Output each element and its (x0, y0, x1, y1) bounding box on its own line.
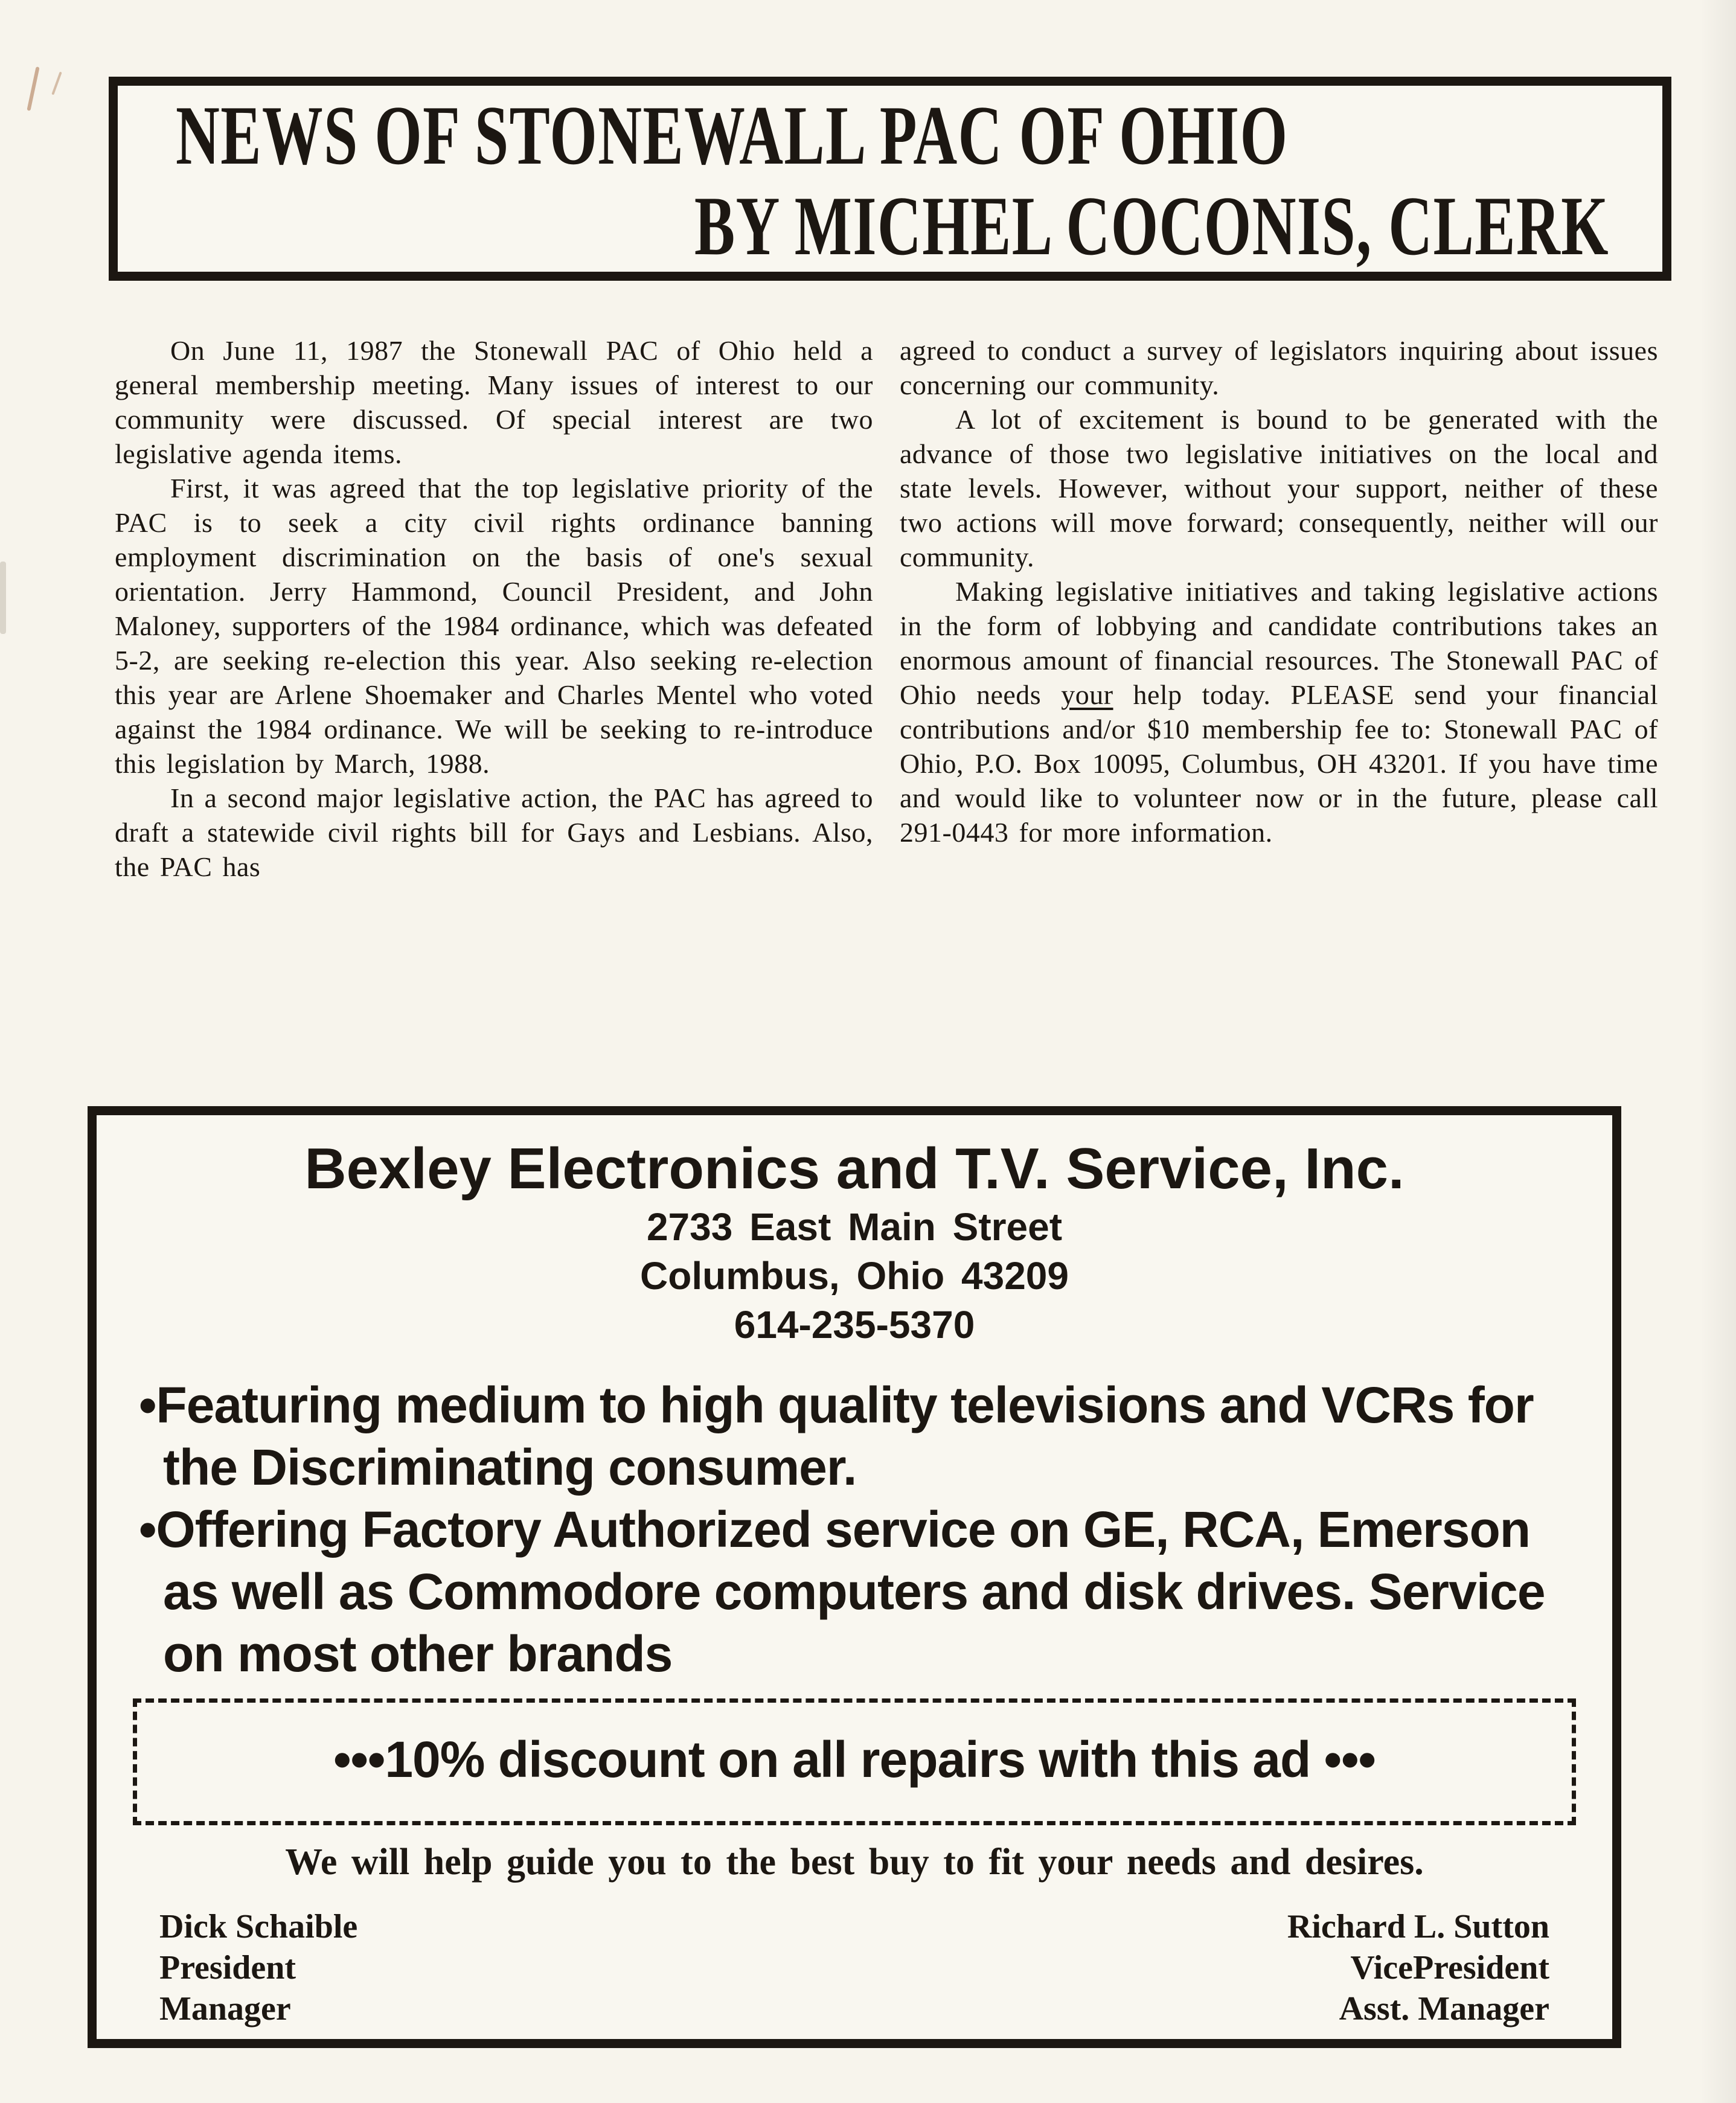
article-right-column (900, 333, 1658, 884)
officer-title: VicePresident (1350, 1949, 1549, 1986)
paragraph: agreed to conduct a survey of legislators inquiring about issues concerning our community. (900, 335, 1658, 400)
ad-city-state-zip: Columbus, Ohio 43209 (640, 1254, 1069, 1298)
officer-title: Asst. Manager (1339, 1990, 1549, 2028)
officer-right (1287, 1906, 1549, 2029)
ad-street-address: 2733 East Main Street (646, 1205, 1063, 1249)
ad-bullet-item: •Offering Factory Authorized service on GE, RCA, Emerson as well as Commodore computers and disk drives. Service on most other brands (139, 1501, 1545, 1682)
paragraph (900, 574, 1658, 850)
scan-artifact (27, 66, 39, 111)
advertisement-box (88, 1106, 1621, 2048)
officer-title: President (159, 1949, 296, 1986)
officer-name: Richard L. Sutton (1287, 1908, 1549, 1945)
ad-phone-number: 614-235-5370 (734, 1303, 975, 1346)
underlined-word: your (1061, 679, 1113, 710)
article-body (115, 333, 1658, 884)
discount-offer-text: •••10% discount on all repairs with this ad ••• (333, 1731, 1376, 1788)
scan-artifact (51, 72, 62, 95)
ad-company-name: Bexley Electronics and T.V. Service, Inc. (304, 1136, 1404, 1201)
officer-name: Dick Schaible (159, 1908, 358, 1945)
discount-coupon (133, 1698, 1576, 1825)
ad-officers (133, 1906, 1576, 2029)
paragraph: On June 11, 1987 the Stonewall PAC of Ohio held a general membership meeting. Many issues of interest to our community were discussed. Of special interest are two legislative agenda items. (115, 335, 873, 469)
paragraph: A lot of excitement is bound to be generated with the advance of those two legislative initiatives on the local and state levels. However, without your support, neither of these two actions will move forward; consequently, neither will our community. (900, 404, 1658, 572)
ad-tagline: We will help guide you to the best buy to fit your needs and desires. (285, 1842, 1424, 1883)
paragraph: In a second major legislative action, the PAC has agreed to draft a statewide civil rights bill for Gays and Lesbians. Also, the PAC has (115, 783, 873, 882)
paragraph-text: Making legislative initiatives and taking legislative actions in the form of lobbying and candidate contributions takes an enormous amount of financial resources. The Stonewall PAC of Ohio needs (900, 576, 1658, 710)
paragraph-text: help today. PLEASE send your financial contributions and/or $10 membership fee to: Stonewall PAC of Ohio, P.O. Box 10095, Columbus, OH 43201. If you have time and would like to volunteer now or in the future, please call 291-0443 for more information. (900, 679, 1658, 848)
page-title: NEWS OF STONEWALL PAC OF OHIO (176, 89, 1289, 182)
ad-feature-list (139, 1374, 1570, 1685)
masthead-box (109, 77, 1671, 281)
ad-bullet-item: •Featuring medium to high quality televisions and VCRs for the Discriminating consumer. (139, 1377, 1534, 1496)
scan-artifact (0, 562, 6, 634)
byline: BY MICHEL COCONIS, CLERK (694, 179, 1609, 273)
paragraph: First, it was agreed that the top legislative priority of the PAC is to seek a city civil rights ordinance banning employment discrimination on the basis of one's sexual orientation. Jerry Hammond, Council President, and John Maloney, supporters of the 1984 ordinance, which was defeated 5-2, are seeking re-election this year. Also seeking re-election this year are Arlene Shoemaker and Charles Mentel who voted against the 1984 ordinance. We will be seeking to re-introduce this legislation by March, 1988. (115, 473, 873, 779)
officer-title: Manager (159, 1990, 291, 2028)
officer-left (159, 1906, 357, 2029)
article-left-column (115, 333, 873, 884)
